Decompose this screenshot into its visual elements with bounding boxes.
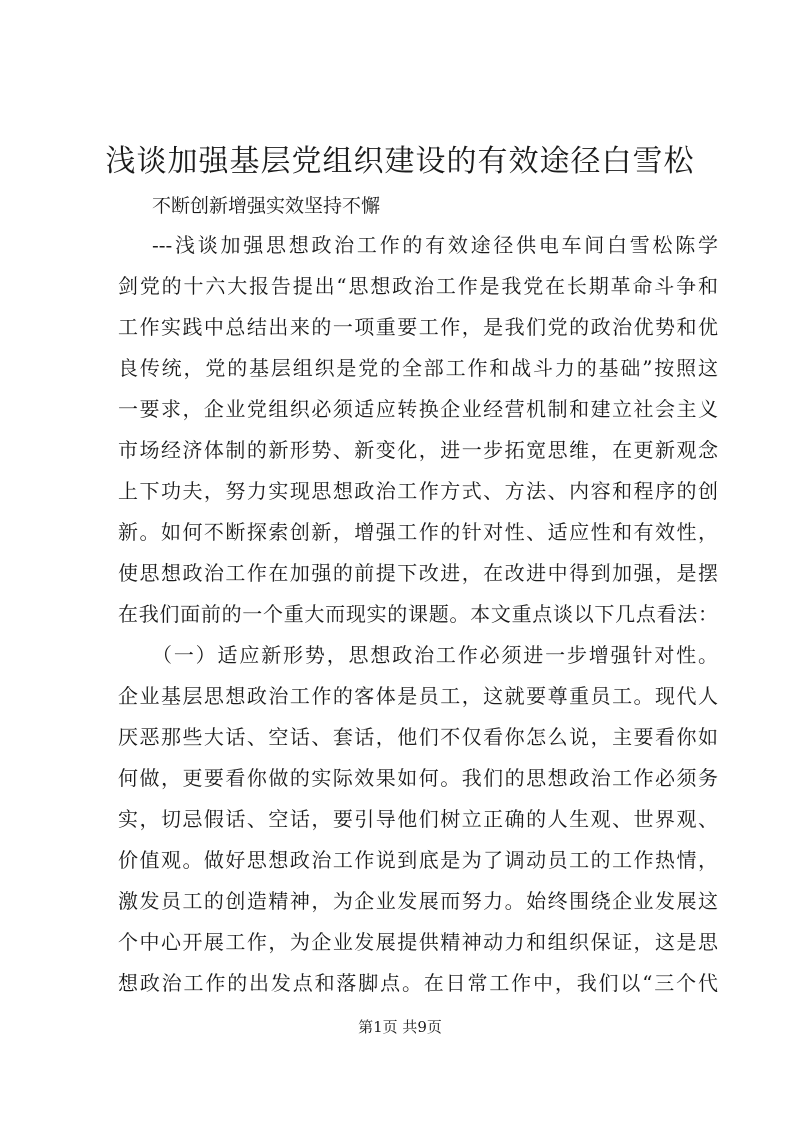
- document-subtitle: 不断创新增强实效坚持不懈: [152, 195, 381, 217]
- document-title: 浅谈加强基层党组织建设的有效途径白雪松: [105, 144, 695, 179]
- body-line: 何做，更要看你做的实际效果如何。我们的思想政治工作必须务: [118, 766, 718, 790]
- body-line: 新。如何不断探索创新，增强工作的针对性、适应性和有效性，: [118, 520, 718, 544]
- body-line: 使思想政治工作在加强的前提下改进，在改进中得到加强，是摆: [118, 561, 718, 585]
- body-text: [118, 225, 718, 1004]
- body-line: 在我们面前的一个重大而现实的课题。本文重点谈以下几点看法：: [118, 602, 718, 626]
- body-line: 市场经济体制的新形势、新变化，进一步拓宽思维，在更新观念: [118, 438, 718, 462]
- body-line: 价值观。做好思想政治工作说到底是为了调动员工的工作热情，: [118, 848, 718, 872]
- body-line: 工作实践中总结出来的一项重要工作，是我们党的政治优势和优: [118, 315, 718, 339]
- body-line: 良传统，党的基层组织是党的全部工作和战斗力的基础”按照这: [118, 356, 718, 380]
- body-line: ---浅谈加强思想政治工作的有效途径供电车间白雪松陈学: [152, 233, 718, 257]
- body-line: 剑党的十六大报告提出“思想政治工作是我党在长期革命斗争和: [118, 274, 718, 298]
- body-line: 个中心开展工作，为企业发展提供精神动力和组织保证，这是思: [118, 930, 718, 954]
- body-line: 一要求，企业党组织必须适应转换企业经营机制和建立社会主义: [118, 397, 718, 421]
- body-line: 实，切忌假话、空话，要引导他们树立正确的人生观、世界观、: [118, 807, 718, 831]
- body-line: 激发员工的创造精神，为企业发展而努力。始终围绕企业发展这: [118, 889, 718, 913]
- body-line: 上下功夫，努力实现思想政治工作方式、方法、内容和程序的创: [118, 479, 718, 503]
- body-line: 想政治工作的出发点和落脚点。在日常工作中，我们以“三个代: [118, 971, 718, 995]
- page-number-footer: 第1页 共9页: [358, 1018, 442, 1036]
- body-line: 厌恶那些大话、空话、套话，他们不仅看你怎么说，主要看你如: [118, 725, 718, 749]
- body-line: 企业基层思想政治工作的客体是员工，这就要尊重员工。现代人: [118, 684, 718, 708]
- section-heading: （一）适应新形势，思想政治工作必须进一步增强针对性。: [152, 643, 718, 667]
